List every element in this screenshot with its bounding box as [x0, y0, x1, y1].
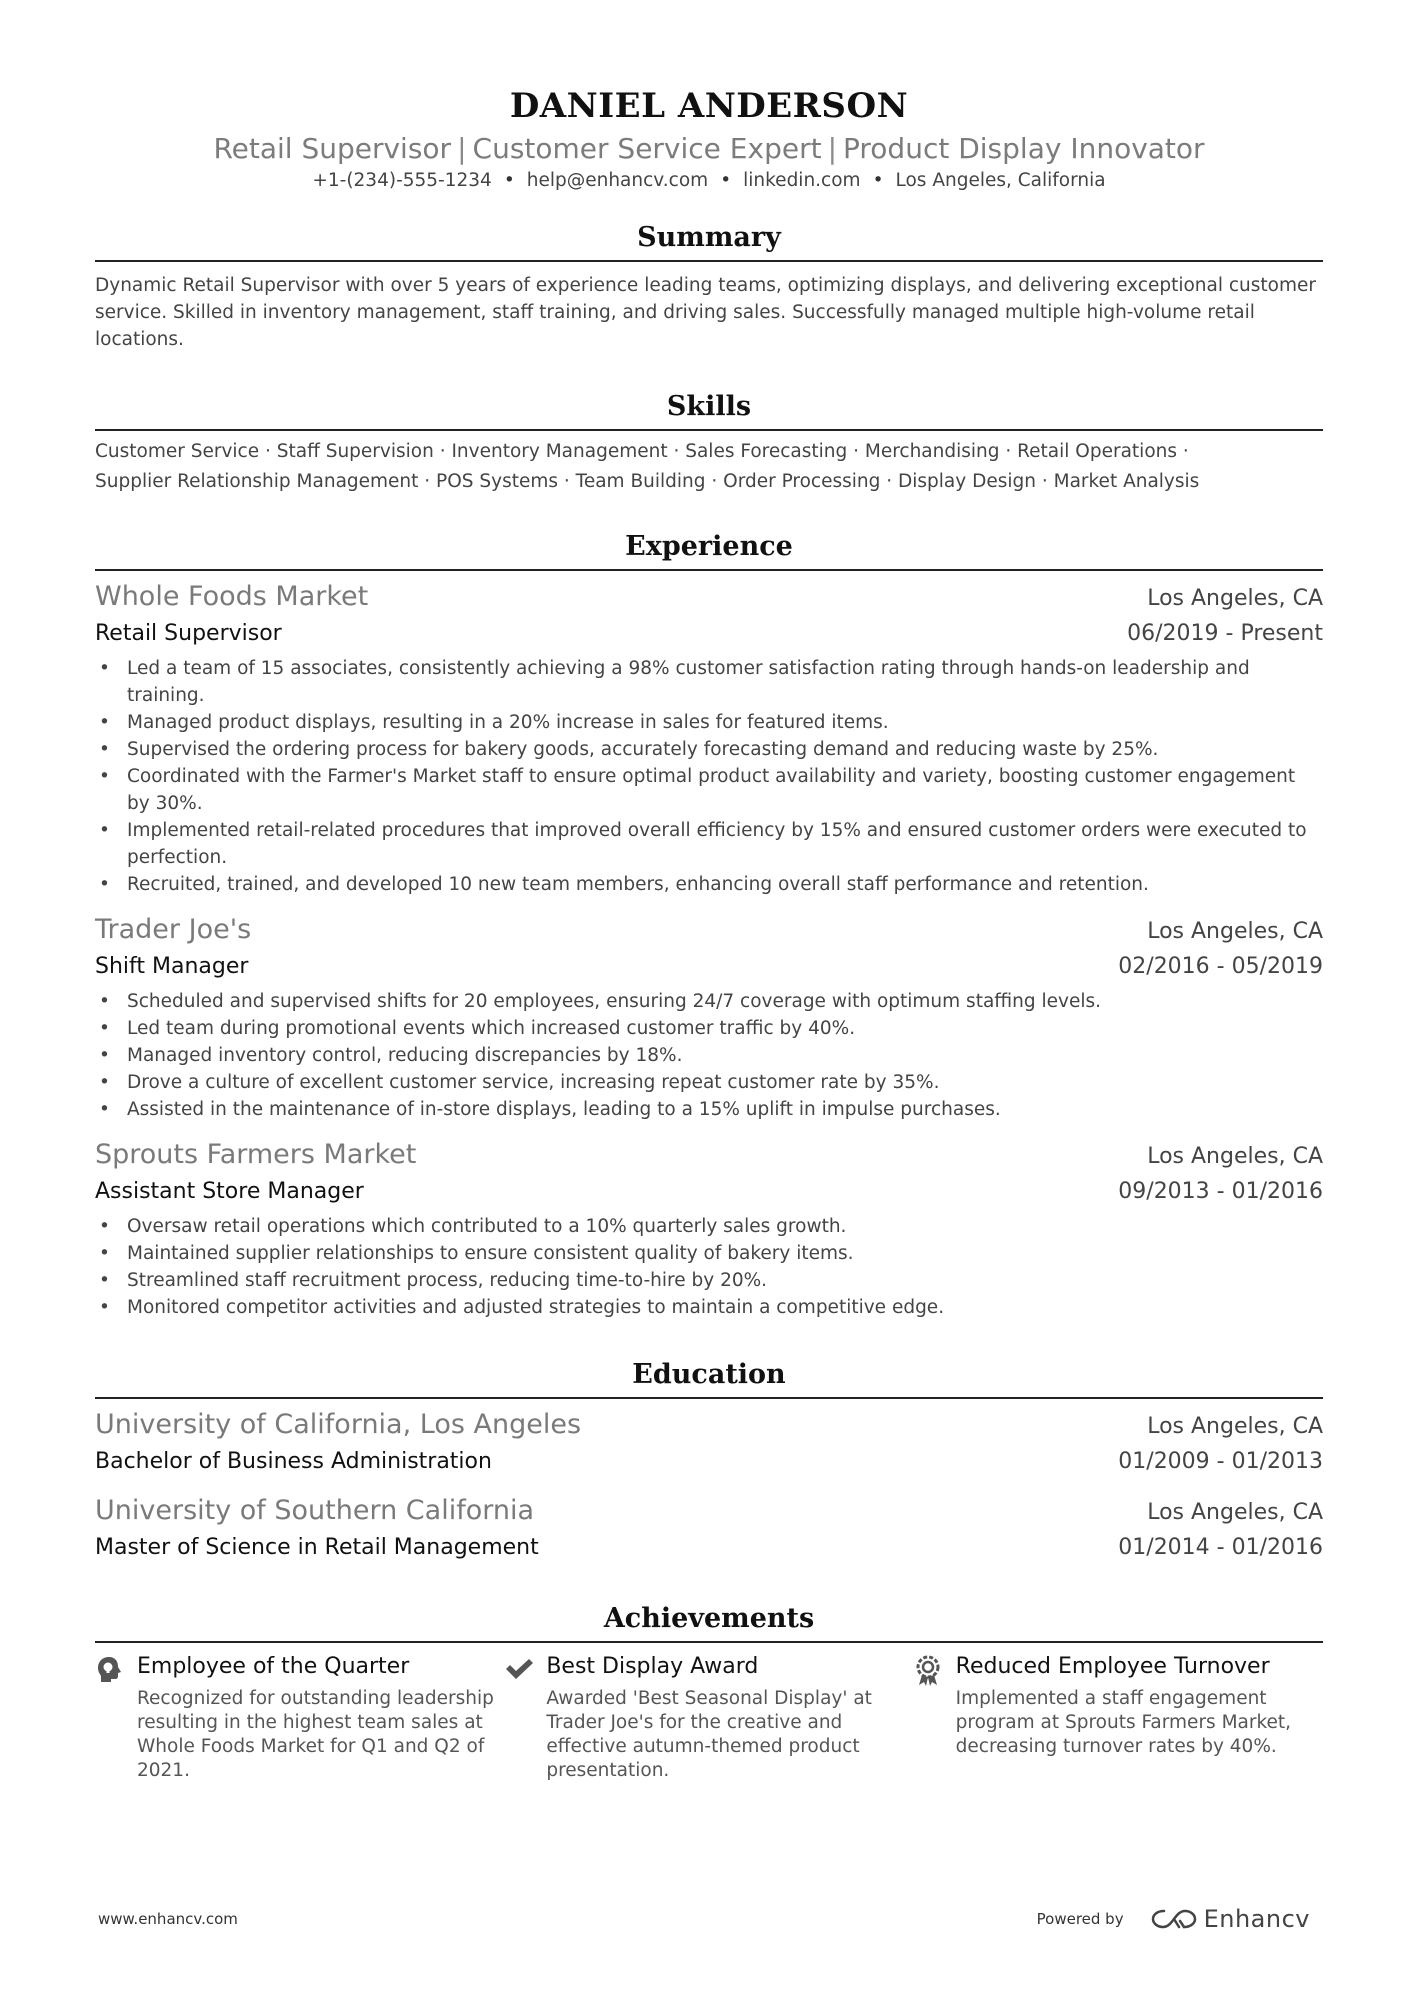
candidate-name: DANIEL ANDERSON — [509, 86, 909, 126]
job-title: Retail Supervisor — [95, 621, 282, 646]
job-entry — [95, 1137, 1323, 1321]
education-entry — [95, 1407, 1323, 1479]
degree: Bachelor of Business Administration — [95, 1449, 492, 1474]
experience-section — [95, 529, 1323, 1321]
job-bullet: • Scheduled and supervised shifts for 20 employees, ensuring 24/7 coverage with optimum staffing levels. — [95, 988, 1323, 1015]
achievement-description: Awarded 'Best Seasonal Display' at Trader Joe's for the creative and effective autumn-themed product presentation. — [546, 1688, 872, 1781]
skills-line: Customer Service · Staff Supervision · Inventory Management · Sales Forecasting · Merchandising · Retail Operations · — [95, 441, 1189, 462]
resume-page — [95, 0, 1323, 1783]
job-bullets — [95, 988, 1323, 1123]
job-dates: 06/2019 - Present — [1127, 621, 1323, 646]
tagline-item: Customer Service Expert — [472, 132, 822, 165]
section-title: Experience — [95, 529, 1323, 571]
job-bullet: • Streamlined staff recruitment process, reducing time-to-hire by 20%. — [95, 1267, 1323, 1294]
job-location: Los Angeles, CA — [1147, 919, 1323, 944]
achievement-description: Recognized for outstanding leadership resulting in the highest team sales at Whole Foods Market for Q1 and Q2 of 2021. — [137, 1688, 494, 1781]
enhancv-logo-icon — [1150, 1907, 1198, 1931]
lightbulb-head-icon — [95, 1651, 137, 1783]
skills-list — [95, 437, 1323, 497]
job-entry — [95, 579, 1323, 898]
tagline — [95, 130, 1323, 168]
job-title: Assistant Store Manager — [95, 1179, 364, 1204]
job-dates: 02/2016 - 05/2019 — [1118, 954, 1323, 979]
skills-line: Supplier Relationship Management · POS Systems · Team Building · Order Processing · Display Design · Market Analysis — [95, 471, 1200, 492]
award-ribbon-icon — [914, 1651, 956, 1783]
location: Los Angeles, California — [895, 170, 1106, 191]
job-bullet: • Implemented retail-related procedures that improved overall efficiency by 15% and ensured customer orders were executed to perfection. — [95, 817, 1323, 871]
school-name: University of California, Los Angeles — [95, 1409, 582, 1440]
job-bullet: • Coordinated with the Farmer's Market staff to ensure optimal product availability and variety, boosting customer engagement by 30%. — [95, 763, 1323, 817]
section-title: Skills — [95, 389, 1323, 431]
job-location: Los Angeles, CA — [1147, 1144, 1323, 1169]
achievement-item — [504, 1651, 913, 1783]
job-bullet: • Maintained supplier relationships to ensure consistent quality of bakery items. — [95, 1240, 1323, 1267]
powered-by — [1037, 1905, 1310, 1933]
achievement-title: Reduced Employee Turnover — [955, 1654, 1270, 1679]
website-link[interactable]: www.enhancv.com — [98, 1910, 238, 1928]
job-bullet: • Led a team of 15 associates, consistently achieving a 98% customer satisfaction rating through hands-on leadership and training. — [95, 655, 1323, 709]
degree: Master of Science in Retail Management — [95, 1535, 539, 1560]
achievements-section — [95, 1601, 1323, 1783]
achievement-title: Best Display Award — [546, 1654, 759, 1679]
page-footer — [98, 1905, 1310, 1933]
job-bullet: • Drove a culture of excellent customer service, increasing repeat customer rate by 35%. — [95, 1069, 1323, 1096]
job-location: Los Angeles, CA — [1147, 586, 1323, 611]
achievement-title: Employee of the Quarter — [137, 1654, 410, 1679]
tagline-separator: | — [827, 132, 837, 165]
summary-text: Dynamic Retail Supervisor with over 5 years of experience leading teams, optimizing displays, and delivering exceptional customer service. Skilled in inventory management, staff training, and driving sales. Successfully managed multiple high-volume retail locations. — [95, 275, 1316, 350]
section-title: Education — [95, 1357, 1323, 1399]
job-title: Shift Manager — [95, 954, 249, 979]
school-location: Los Angeles, CA — [1147, 1414, 1323, 1439]
tagline-separator: | — [457, 132, 467, 165]
job-bullets — [95, 655, 1323, 898]
job-dates: 09/2013 - 01/2016 — [1118, 1179, 1323, 1204]
powered-by-label: Powered by — [1036, 1910, 1124, 1928]
skills-section — [95, 389, 1323, 497]
education-dates: 01/2014 - 01/2016 — [1118, 1535, 1323, 1560]
brand-name[interactable]: Enhancv — [1203, 1905, 1310, 1933]
achievement-item — [914, 1651, 1323, 1783]
education-entry — [95, 1493, 1323, 1565]
company-name: Sprouts Farmers Market — [95, 1139, 417, 1170]
company-name: Trader Joe's — [95, 914, 252, 945]
contact-separator: • — [720, 170, 732, 191]
job-bullet: • Managed inventory control, reducing discrepancies by 18%. — [95, 1042, 1323, 1069]
job-bullet: • Supervised the ordering process for bakery goods, accurately forecasting demand and reducing waste by 25%. — [95, 736, 1323, 763]
contact-separator: • — [503, 170, 515, 191]
tagline-item: Retail Supervisor — [213, 132, 452, 165]
contact-line — [95, 168, 1323, 194]
linkedin-link[interactable]: linkedin.com — [743, 170, 861, 191]
contact-separator: • — [872, 170, 884, 191]
job-bullet: • Managed product displays, resulting in a 20% increase in sales for featured items. — [95, 709, 1323, 736]
job-bullet: • Oversaw retail operations which contributed to a 10% quarterly sales growth. — [95, 1213, 1323, 1240]
achievement-description: Implemented a staff engagement program at Sprouts Farmers Market, decreasing turnover rates by 40%. — [955, 1688, 1292, 1757]
tagline-item: Product Display Innovator — [843, 132, 1205, 165]
email-link[interactable]: help@enhancv.com — [526, 170, 709, 191]
job-bullets — [95, 1213, 1323, 1321]
job-bullet: • Assisted in the maintenance of in-store displays, leading to a 15% uplift in impulse purchases. — [95, 1096, 1323, 1123]
job-bullet: • Monitored competitor activities and adjusted strategies to maintain a competitive edge. — [95, 1294, 1323, 1321]
resume-header — [95, 0, 1323, 194]
achievement-item — [95, 1651, 504, 1783]
company-name: Whole Foods Market — [95, 581, 369, 612]
job-bullet: • Recruited, trained, and developed 10 new team members, enhancing overall staff performance and retention. — [95, 871, 1323, 898]
school-name: University of Southern California — [95, 1495, 535, 1526]
section-title: Summary — [95, 220, 1323, 262]
job-entry — [95, 912, 1323, 1123]
school-location: Los Angeles, CA — [1147, 1500, 1323, 1525]
job-bullet: • Led team during promotional events which increased customer traffic by 40%. — [95, 1015, 1323, 1042]
education-dates: 01/2009 - 01/2013 — [1118, 1449, 1323, 1474]
phone[interactable]: +1-(234)-555-1234 — [312, 170, 492, 191]
section-title: Achievements — [95, 1601, 1323, 1643]
achievements-grid — [95, 1651, 1323, 1783]
summary-section — [95, 220, 1323, 353]
education-section — [95, 1357, 1323, 1565]
checkmark-icon — [504, 1651, 546, 1783]
